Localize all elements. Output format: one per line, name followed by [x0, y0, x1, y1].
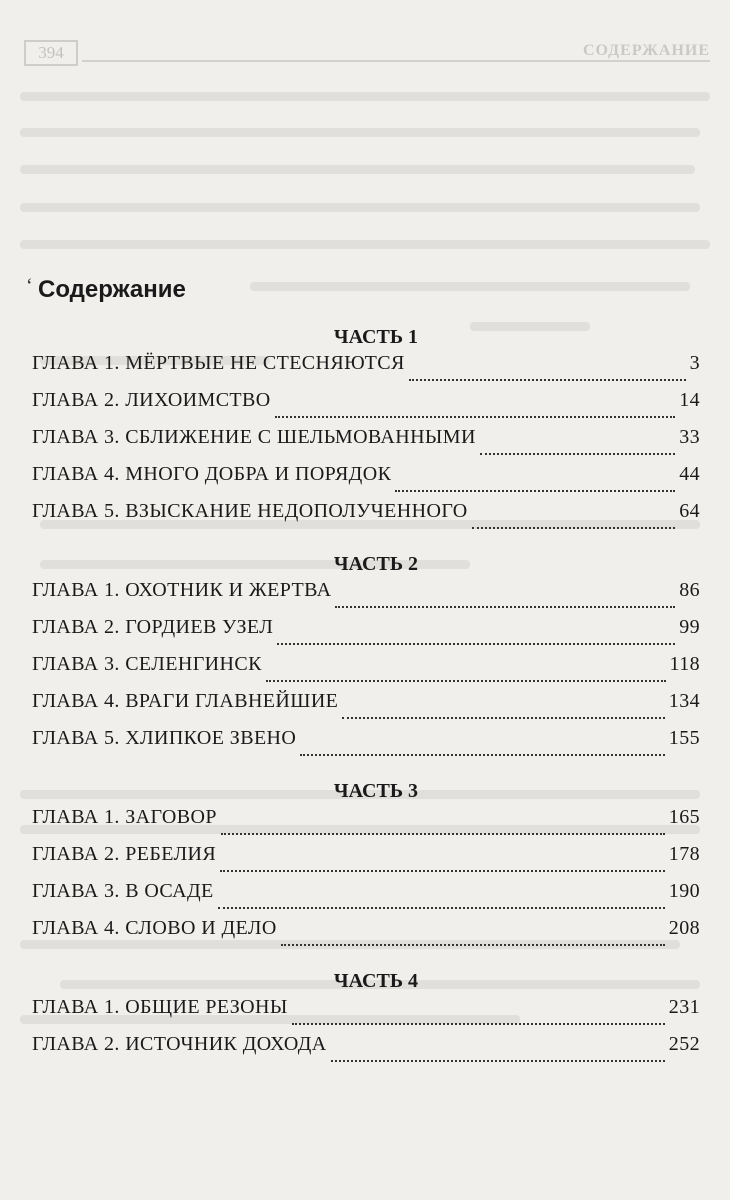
- chapter-page-number: 252: [668, 1033, 700, 1055]
- dot-leader: [281, 924, 665, 946]
- toc-entry: [32, 426, 700, 463]
- chapter-title: ГЛАВА 1. ОБЩИЕ РЕЗОНЫ: [32, 996, 288, 1018]
- chapter-title: ГЛАВА 5. ХЛИПКОЕ ЗВЕНО: [32, 727, 297, 749]
- chapter-title: ГЛАВА 5. ВЗЫСКАНИЕ НЕДОПОЛУЧЕННОГО: [32, 500, 468, 522]
- chapter-page-number: 190: [668, 880, 700, 902]
- dot-leader: [275, 396, 676, 418]
- chapter-page-number: 86: [679, 579, 700, 601]
- part-heading: ЧАСТЬ 3: [333, 780, 419, 802]
- running-head: СОДЕРЖАНИЕ: [582, 42, 710, 59]
- toc-entry: [32, 463, 700, 500]
- toc-entry: [32, 727, 700, 764]
- dot-leader: [395, 470, 675, 492]
- dot-leader: [220, 850, 665, 872]
- toc-title: Содержание: [38, 276, 186, 303]
- chapter-title: ГЛАВА 1. ОХОТНИК И ЖЕРТВА: [32, 579, 332, 601]
- dot-leader: [218, 887, 665, 909]
- chapter-page-number: 99: [679, 616, 700, 638]
- dot-leader: [480, 433, 675, 455]
- toc-entry: [32, 352, 700, 389]
- part-heading: ЧАСТЬ 2: [333, 553, 419, 575]
- chapter-page-number: 155: [668, 727, 700, 749]
- dot-leader: [331, 1040, 665, 1062]
- toc-entry: [32, 880, 700, 917]
- chapter-title: ГЛАВА 3. СЕЛЕНГИНСК: [32, 653, 262, 675]
- dot-leader: [266, 660, 666, 682]
- chapter-title: ГЛАВА 2. ИСТОЧНИК ДОХОДА: [32, 1033, 327, 1055]
- toc-part: [32, 776, 700, 954]
- dot-leader: [335, 586, 675, 608]
- chapter-title: ГЛАВА 2. ЛИХОИМСТВО: [32, 389, 271, 411]
- dot-leader: [277, 623, 675, 645]
- toc-part: [32, 549, 700, 764]
- chapter-page-number: 134: [668, 690, 700, 712]
- dot-leader: [300, 734, 665, 756]
- chapter-page-number: 14: [679, 389, 700, 411]
- chapter-title: ГЛАВА 3. В ОСАДЕ: [32, 880, 214, 902]
- toc-entry: [32, 500, 700, 537]
- toc-part: [32, 322, 700, 537]
- dot-leader: [409, 359, 686, 381]
- chapter-page-number: 33: [679, 426, 700, 448]
- chapter-page-number: 118: [669, 653, 700, 675]
- toc-entry: [32, 917, 700, 954]
- chapter-page-number: 178: [668, 843, 700, 865]
- toc-entry: [32, 806, 700, 843]
- page-number: 394: [24, 40, 78, 66]
- chapter-page-number: 208: [668, 917, 700, 939]
- toc-entry: [32, 690, 700, 727]
- chapter-page-number: 231: [668, 996, 700, 1018]
- table-of-contents: [32, 318, 700, 1070]
- header-rule: [82, 60, 710, 62]
- dot-leader: [472, 507, 676, 529]
- chapter-title: ГЛАВА 3. СБЛИЖЕНИЕ С ШЕЛЬМОВАННЫМИ: [32, 426, 476, 448]
- toc-entry: [32, 843, 700, 880]
- chapter-title: ГЛАВА 4. ВРАГИ ГЛАВНЕЙШИЕ: [32, 690, 339, 712]
- dot-leader: [221, 813, 665, 835]
- toc-entry: [32, 389, 700, 426]
- chapter-page-number: 3: [689, 352, 700, 374]
- chapter-title: ГЛАВА 1. ЗАГОВОР: [32, 806, 217, 828]
- toc-entry: [32, 616, 700, 653]
- chapter-title: ГЛАВА 4. СЛОВО И ДЕЛО: [32, 917, 277, 939]
- dot-leader: [342, 697, 665, 719]
- part-heading: ЧАСТЬ 4: [333, 970, 419, 992]
- chapter-page-number: 64: [679, 500, 700, 522]
- toc-entry: [32, 1033, 700, 1070]
- chapter-title: ГЛАВА 1. МЁРТВЫЕ НЕ СТЕСНЯЮТСЯ: [32, 352, 405, 374]
- chapter-title: ГЛАВА 4. МНОГО ДОБРА И ПОРЯДОК: [32, 463, 392, 485]
- chapter-title: ГЛАВА 2. ГОРДИЕВ УЗЕЛ: [32, 616, 274, 638]
- part-heading: ЧАСТЬ 1: [333, 326, 419, 348]
- chapter-page-number: 44: [679, 463, 700, 485]
- toc-part: [32, 966, 700, 1070]
- dot-leader: [292, 1003, 665, 1025]
- chapter-page-number: 165: [668, 806, 700, 828]
- toc-entry: [32, 653, 700, 690]
- toc-entry: [32, 996, 700, 1033]
- chapter-title: ГЛАВА 2. РЕБЕЛИЯ: [32, 843, 217, 865]
- title-mark: ʻ: [26, 275, 33, 297]
- page-header: [24, 40, 710, 64]
- toc-entry: [32, 579, 700, 616]
